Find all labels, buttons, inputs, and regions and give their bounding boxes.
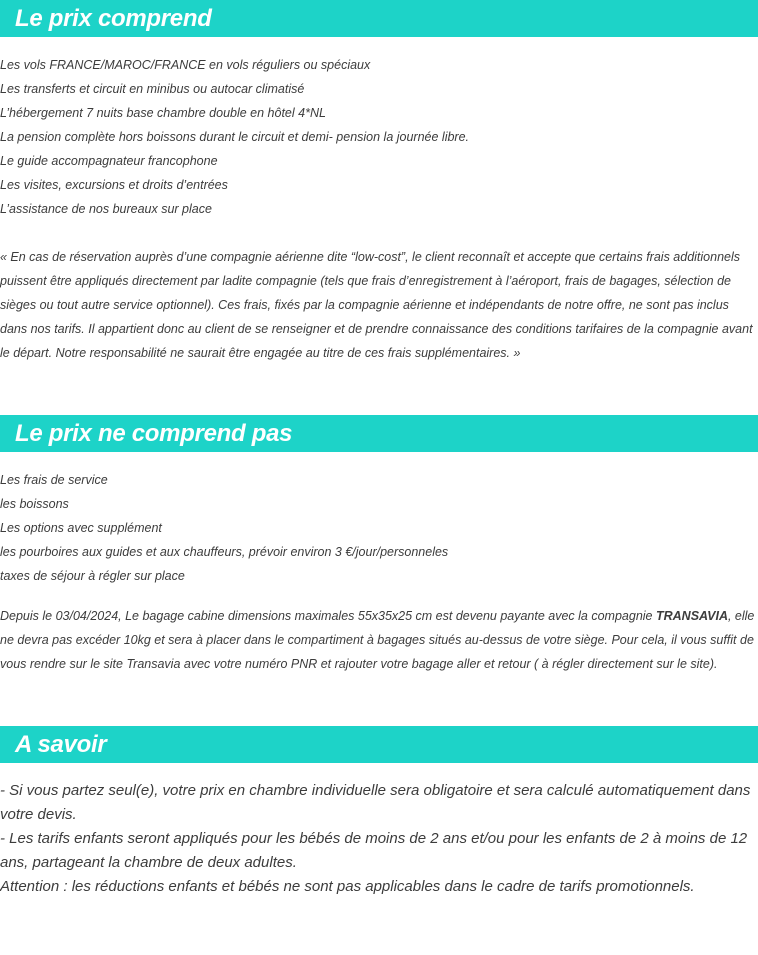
baggage-notice xyxy=(0,604,756,676)
to-know-content xyxy=(0,779,756,899)
excluded-item: Les options avec supplément xyxy=(0,521,162,535)
included-item: Les transferts et circuit en minibus ou autocar climatisé xyxy=(0,82,305,96)
excluded-item: Les frais de service xyxy=(0,473,108,487)
included-title: Le prix comprend xyxy=(15,5,212,32)
included-item: Le guide accompagnateur francophone xyxy=(0,154,218,168)
to-know-line: Attention : les réductions enfants et bébés ne sont pas applicables dans le cadre de tarifs promotionnels. xyxy=(0,878,695,895)
excluded-title: Le prix ne comprend pas xyxy=(15,420,293,447)
included-item: La pension complète hors boissons durant le circuit et demi- pension la journée libre. xyxy=(0,130,470,144)
excluded-item: les boissons xyxy=(0,497,69,511)
excluded-item: les pourboires aux guides et aux chauffeurs, prévoir environ 3 €/jour/personneles xyxy=(0,545,449,559)
lowcost-notice: « En cas de réservation auprès d’une compagnie aérienne dite “low-cost”, le client reconnaît et accepte que certains frais additionnels puissent être appliqués directement par ladite compagnie (tels que frais d’enregistrement à l’aéroport, frais de bagages, sélection de sièges ou tout autre service optionnel). Ces frais, fixés par la compagnie aérienne et indépendants de notre offre, ne sont pas inclus dans nos tarifs. Il appartient donc au client de se renseigner et de prendre connaissance des conditions tarifaires de la compagnie avant le départ. Notre responsabilité ne saurait être engagée au titre de ces frais supplémentaires. » xyxy=(0,250,753,360)
baggage-notice-before: Depuis le 03/04/2024, Le bagage cabine dimensions maximales 55x35x25 cm est devenu payante avec la compagnie xyxy=(0,609,656,623)
airline-name: TRANSAVIA xyxy=(655,609,728,623)
to-know-header xyxy=(0,726,758,763)
baggage-notice-after: , elle ne devra pas excéder 10kg et sera à placer dans le compartiment à bagages situés au-dessus de votre siège. Pour cela, il vous suffit de vous rendre sur le site Transavia avec votre numéro PNR et rajouter votre bagage aller et retour ( à régler directement sur le site). xyxy=(0,609,755,671)
included-item: Les vols FRANCE/MAROC/FRANCE en vols réguliers ou spéciaux xyxy=(0,58,371,72)
included-item: Les visites, excursions et droits d’entrées xyxy=(0,178,228,192)
included-item: L’hébergement 7 nuits base chambre double en hôtel 4*NL xyxy=(0,106,326,120)
excluded-item: taxes de séjour à régler sur place xyxy=(0,569,185,583)
to-know-line: - Si vous partez seul(e), votre prix en chambre individuelle sera obligatoire et sera calculé automatiquement dans votre devis. xyxy=(0,782,751,823)
to-know-line: - Les tarifs enfants seront appliqués pour les bébés de moins de 2 ans et/ou pour les enfants de 2 à moins de 12 ans, partageant la chambre de deux adultes. xyxy=(0,830,748,871)
to-know-title: A savoir xyxy=(15,731,107,758)
included-item: L’assistance de nos bureaux sur place xyxy=(0,202,212,216)
included-list xyxy=(0,53,758,221)
included-header xyxy=(0,0,758,37)
excluded-header xyxy=(0,415,758,452)
excluded-list xyxy=(0,468,758,588)
